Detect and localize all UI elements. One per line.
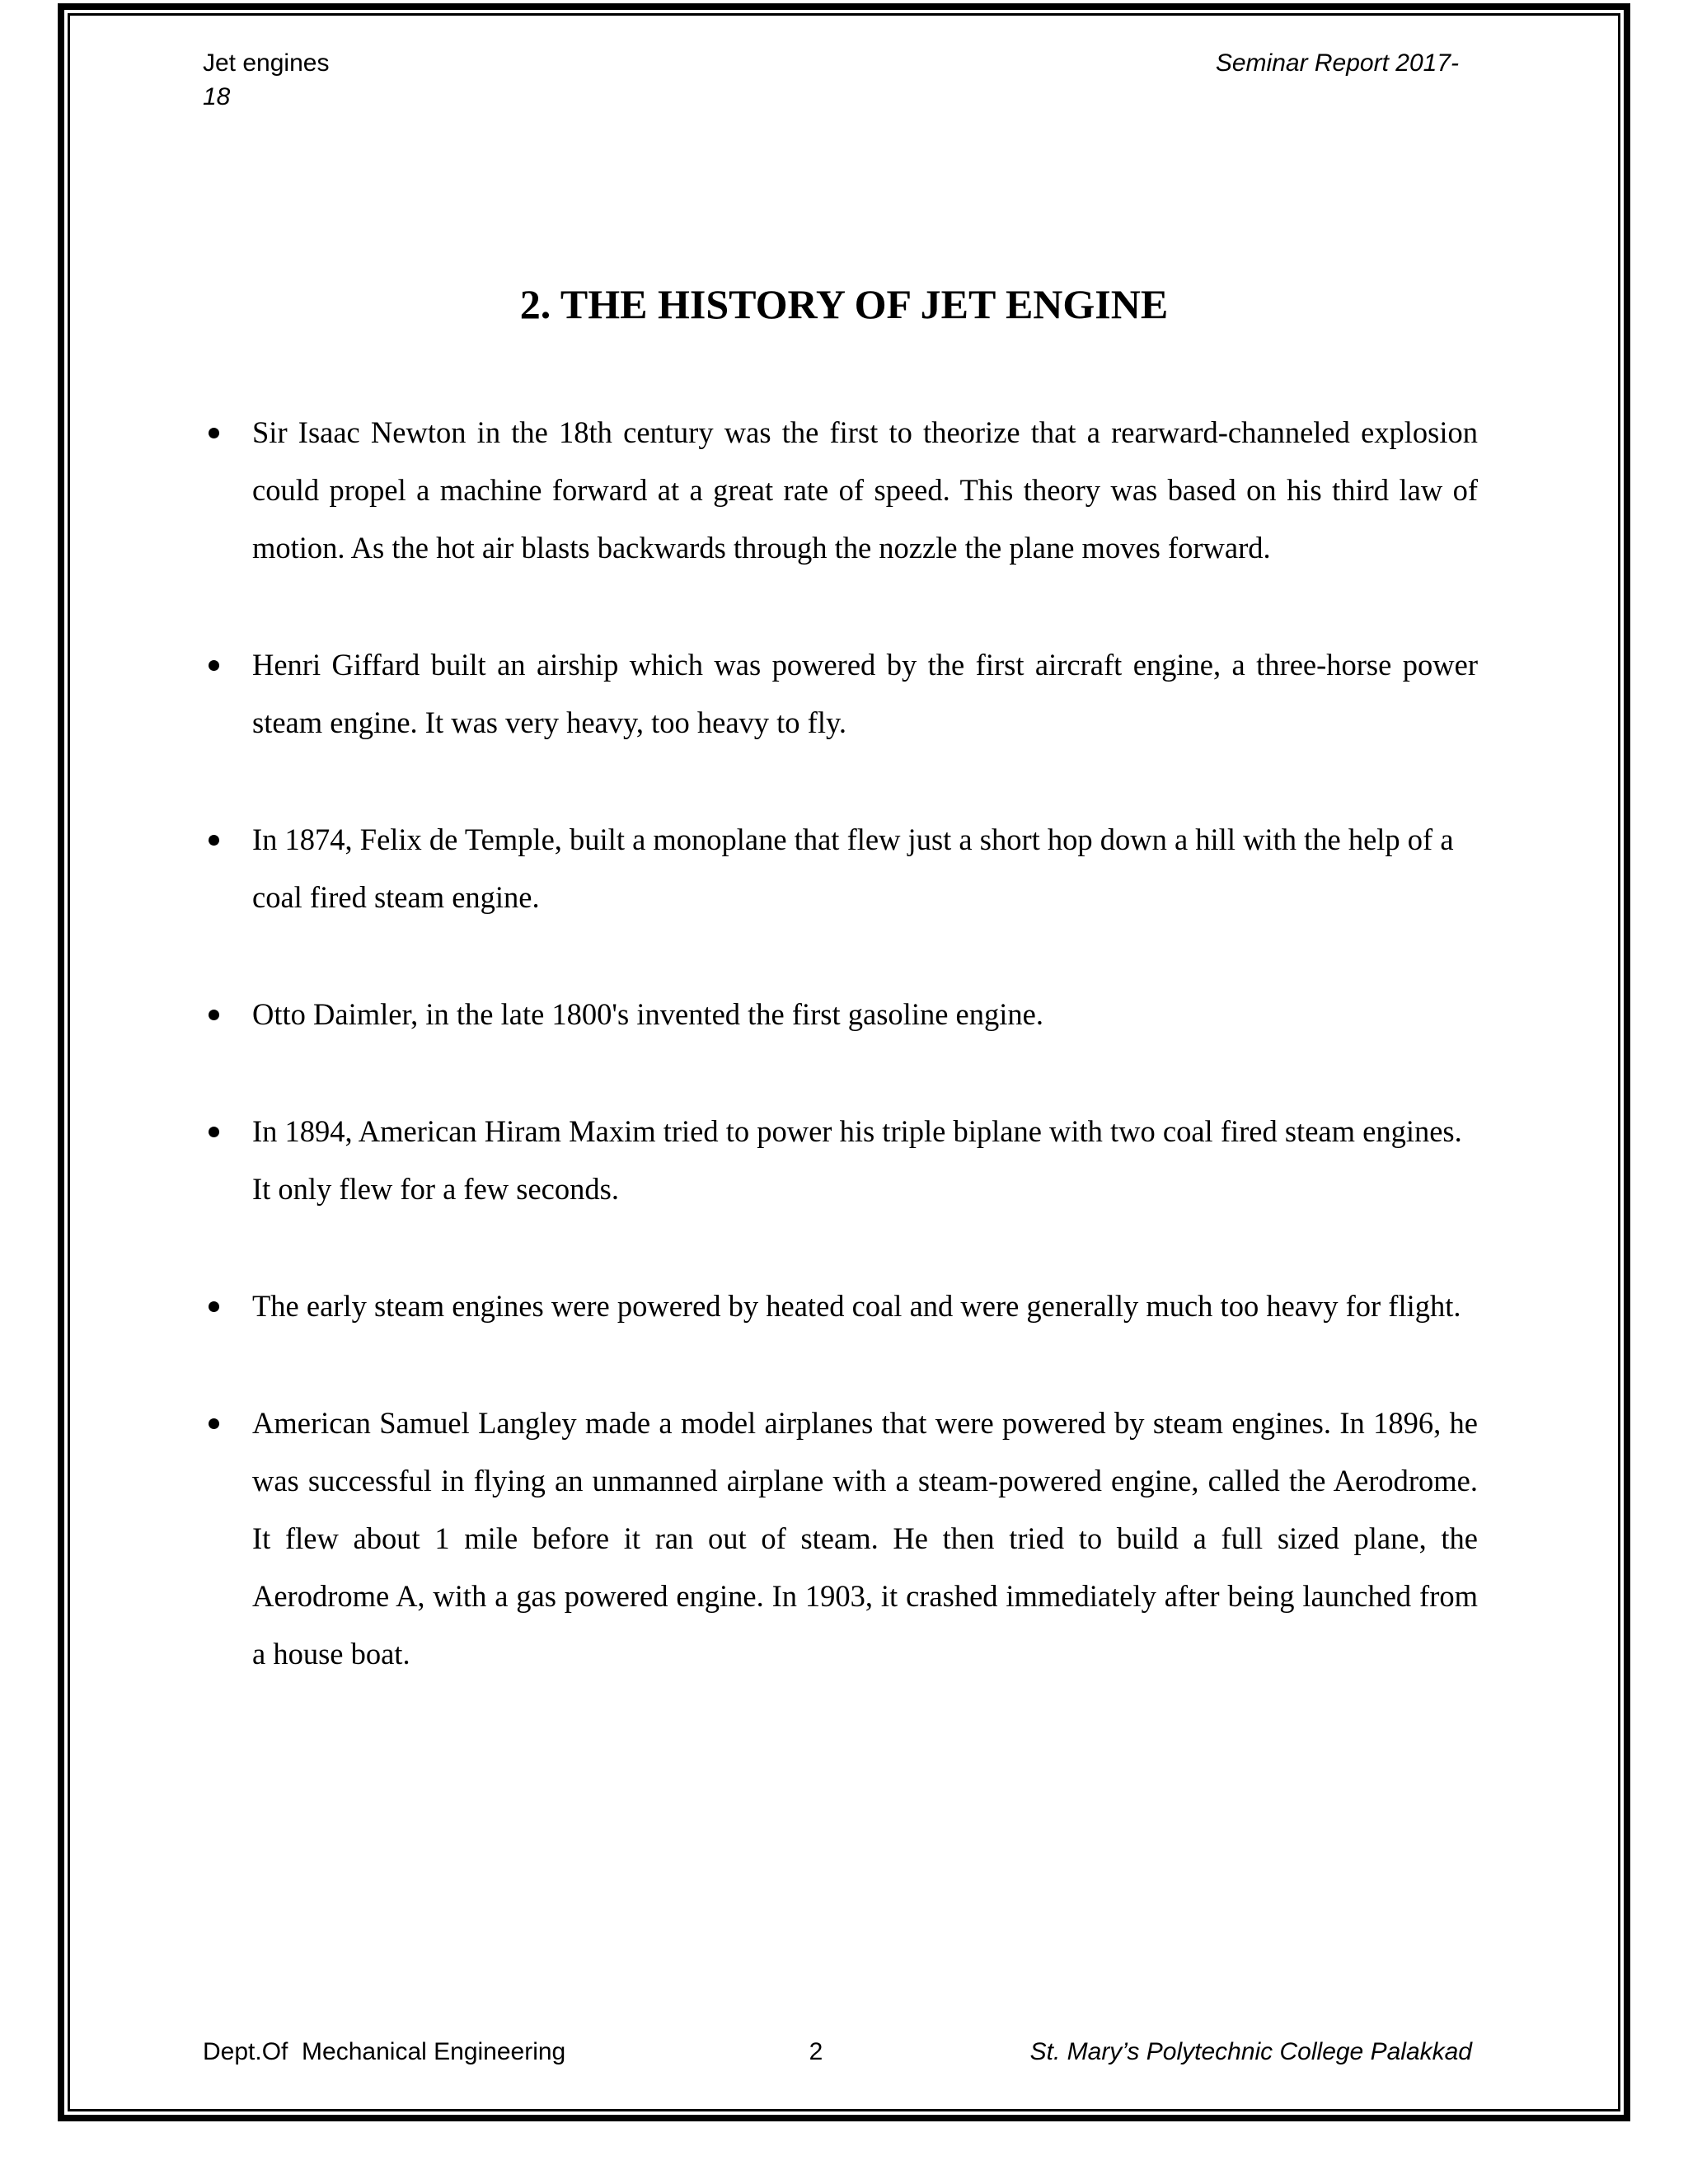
bullet-icon [209,428,219,438]
bullet-text: American Samuel Langley made a model airplanes that were powered by steam engines. In 1896, he was successful in flying an unmanned airplane with a steam-powered engine, called the Aerodrome. It flew about 1 mile before it ran out of steam. He then tried to build a full sized plane, the Aerodrome A, with a gas powered engine. In 1903, it crashed immediately after being launched from a house boat. [252,1406,1478,1671]
bullet-text: Sir Isaac Newton in the 18th century was the first to theorize that a rearward-channeled explosion could propel a machine forward at a great rate of speed. This theory was based on his third law of motion. As the hot air blasts backwards through the nozzle the plane moves forward. [252,415,1478,565]
bullet-icon [209,1418,219,1429]
footer-college: St. Mary’s Polytechnic College Palakkad [1029,2038,1472,2065]
header-doc-title-text: Jet engines [203,49,330,77]
bullet-icon [209,1301,219,1312]
bullet-item [252,1103,1478,1218]
header-report-label: Seminar Report 2017- [1215,49,1459,77]
bullet-icon [209,1010,219,1020]
bullet-item [252,404,1478,577]
bullet-text: The early steam engines were powered by heated coal and were generally much too heavy for flight. [252,1289,1461,1323]
bullet-item [252,811,1478,926]
header-year-continuation: 18 [203,83,231,110]
header-doc-title [203,46,329,114]
bullet-icon [209,835,219,846]
bullet-text: Henri Giffard built an airship which was powered by the first aircraft engine, a three-horse power steam engine. It was very heavy, too heavy to fly. [252,648,1478,739]
bullet-item [252,986,1478,1043]
bullet-text: In 1894, American Hiram Maxim tried to power his triple biplane with two coal fired steam engines. It only flew for a few seconds. [252,1114,1462,1206]
footer-department: Dept.Of Mechanical Engineering [203,2038,566,2065]
footer-page-number: 2 [809,2038,823,2065]
bullet-item [252,636,1478,752]
bullet-text: Otto Daimler, in the late 1800's invented the first gasoline engine. [252,997,1043,1031]
bullet-icon [209,660,219,671]
bullet-icon [209,1127,219,1137]
bullet-text: In 1874, Felix de Temple, built a monoplane that flew just a short hop down a hill with the help of a coal fired steam engine. [252,823,1454,914]
bullet-item [252,1277,1478,1335]
page-title: 2. THE HISTORY OF JET ENGINE [519,281,1169,327]
bullet-item [252,1394,1478,1683]
history-bullet-list [252,404,1478,1683]
